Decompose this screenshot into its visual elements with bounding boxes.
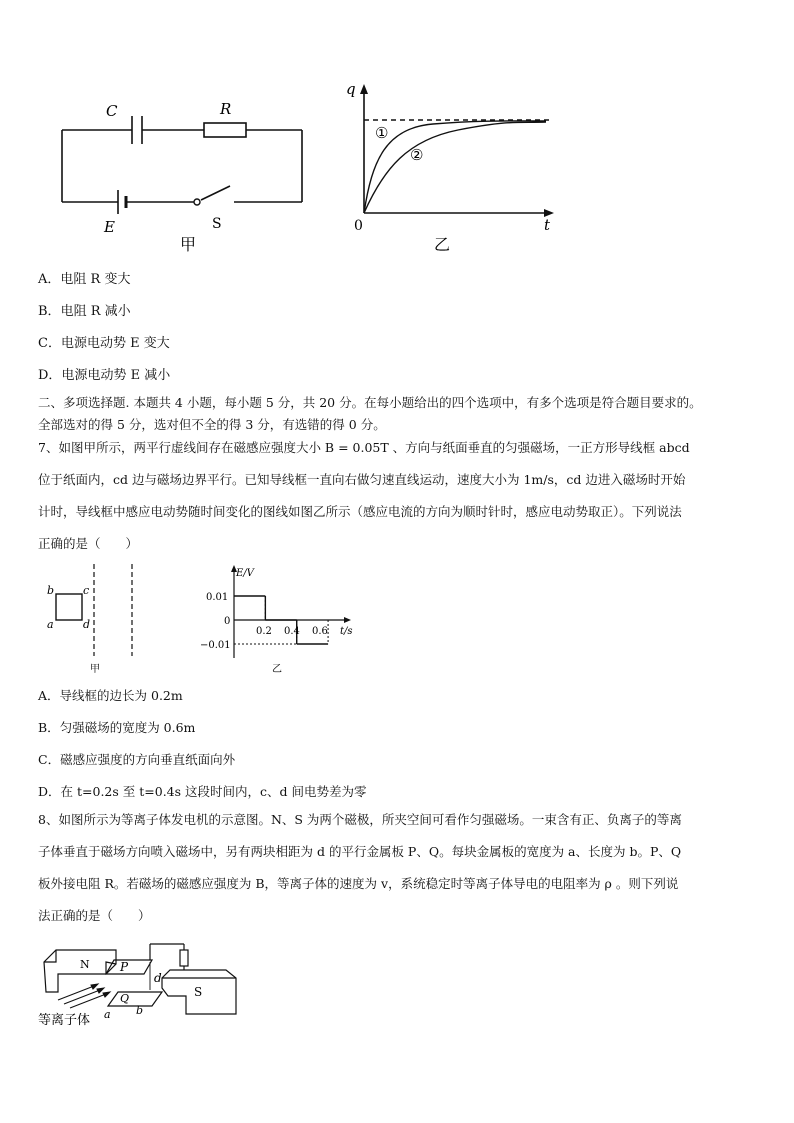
x-axis-label: t/s: [340, 626, 353, 637]
label-E: E: [104, 218, 115, 236]
q7-option-a[interactable]: A．导线框的边长为 0.2m: [38, 688, 183, 703]
vertex-c: c: [83, 584, 90, 597]
curve-2: [364, 122, 546, 213]
q7-options: [38, 680, 760, 808]
q6-option-a[interactable]: A．电阻 R 变大: [38, 272, 131, 287]
figure-qt-graph-yi: [338, 78, 568, 258]
q6-option-c[interactable]: C．电源电动势 E 变大: [38, 336, 170, 351]
label-Q: Q: [120, 992, 130, 1005]
label-C: C: [106, 102, 118, 120]
q7-option-d[interactable]: D．在 t=0.2s 至 t=0.4s 这段时间内，c、d 间电势差为零: [38, 784, 367, 799]
x-tick-0-4: 0.4: [284, 626, 300, 637]
y-tick-negative: −0.01: [200, 640, 231, 651]
x-tick-0-2: 0.2: [256, 626, 272, 637]
vertex-a: a: [47, 618, 54, 631]
label-N: N: [80, 958, 90, 971]
curve-1-label: ①: [375, 124, 389, 142]
caption-yi-q7: 乙: [272, 664, 282, 675]
label-S: S: [212, 216, 222, 232]
label-plasma: 等离子体: [38, 1013, 91, 1028]
vertex-d: d: [83, 618, 91, 631]
origin-label-q7: 0: [224, 616, 231, 627]
q7-stem: 7、如图甲所示，两平行虚线间存在磁感应强度大小 B = 0.05T 、方向与纸面垂直的匀强磁场，一正方形导线框 abcd 位于纸面内，cd 边与磁场边界平行。已知导线框一直向右做匀速直线运动，速度大小为 1m/s，cd 边进入磁场时开始 计时，导线框中感应电动势随时间变化的图线如图乙所示（感应电流的方向为顺时针时，感应电动势取正）。下列说法 正确的是（ ）: [38, 440, 690, 551]
q6-options: [38, 264, 760, 392]
vertex-b: b: [47, 584, 55, 597]
q6-option-b[interactable]: B．电阻 R 减小: [38, 304, 131, 319]
switch-blade: [201, 186, 230, 200]
axis-label-t: t: [544, 216, 551, 234]
resistor-R: [180, 950, 188, 966]
label-R: R: [220, 100, 232, 118]
origin-label: 0: [354, 218, 363, 234]
plasma-arrows: [58, 984, 110, 1008]
label-b: b: [136, 1004, 144, 1017]
caption-jia: 甲: [180, 235, 197, 254]
label-a: a: [104, 1008, 111, 1021]
caption-jia-q7: 甲: [90, 664, 100, 675]
y-axis-label: E/V: [236, 568, 254, 579]
label-P: P: [120, 960, 129, 974]
resistor-symbol: [204, 123, 246, 137]
caption-yi: 乙: [434, 235, 451, 254]
x-tick-0-6: 0.6: [312, 626, 328, 637]
q7-figure-yi-chart: [196, 562, 366, 676]
plate-Q: [108, 992, 162, 1006]
square-frame: [56, 594, 82, 620]
curve-2-label: ②: [410, 146, 424, 164]
section2-instructions: 二、多项选择题. 本题共 4 小题，每小题 5 分，共 20 分。在每小题给出的四个选项中，有多个选项是符合题目要求的。 全部选对的得 5 分，选对但不全的得 3 分，有选错的得 0 分。: [38, 395, 702, 432]
q8-figure-plasma-generator: [36, 930, 246, 1030]
q7-option-b[interactable]: B．匀强磁场的宽度为 0.6m: [38, 720, 196, 735]
label-S-magnet: S: [194, 985, 203, 999]
q7-option-c[interactable]: C．磁感应强度的方向垂直纸面向外: [38, 752, 236, 767]
label-d: d: [154, 971, 162, 985]
q6-option-d[interactable]: D．电源电动势 E 减小: [38, 368, 171, 383]
q7-figure-jia: [40, 560, 160, 678]
y-tick-positive: 0.01: [206, 592, 229, 603]
axis-label-q: q: [346, 80, 356, 98]
magnet-N: [44, 950, 116, 992]
figure-circuit-jia: [50, 92, 320, 262]
q8-stem: 8、如图所示为等离子体发电机的示意图。N、S 为两个磁极，所夹空间可看作匀强磁场。一束含有正、负离子的等离 子体垂直于磁场方向喷入磁场中，另有两块相距为 d 的平行金属板 P、Q。每块金属板的宽度为 a、长度为 b。P、Q 板外接电阻 R。若磁场的磁感应强度为 B，等离子体的速度为 v，系统稳定时等离子体导电的电阻率为 ρ 。则下列说 法正确的是（ ）: [38, 812, 682, 923]
